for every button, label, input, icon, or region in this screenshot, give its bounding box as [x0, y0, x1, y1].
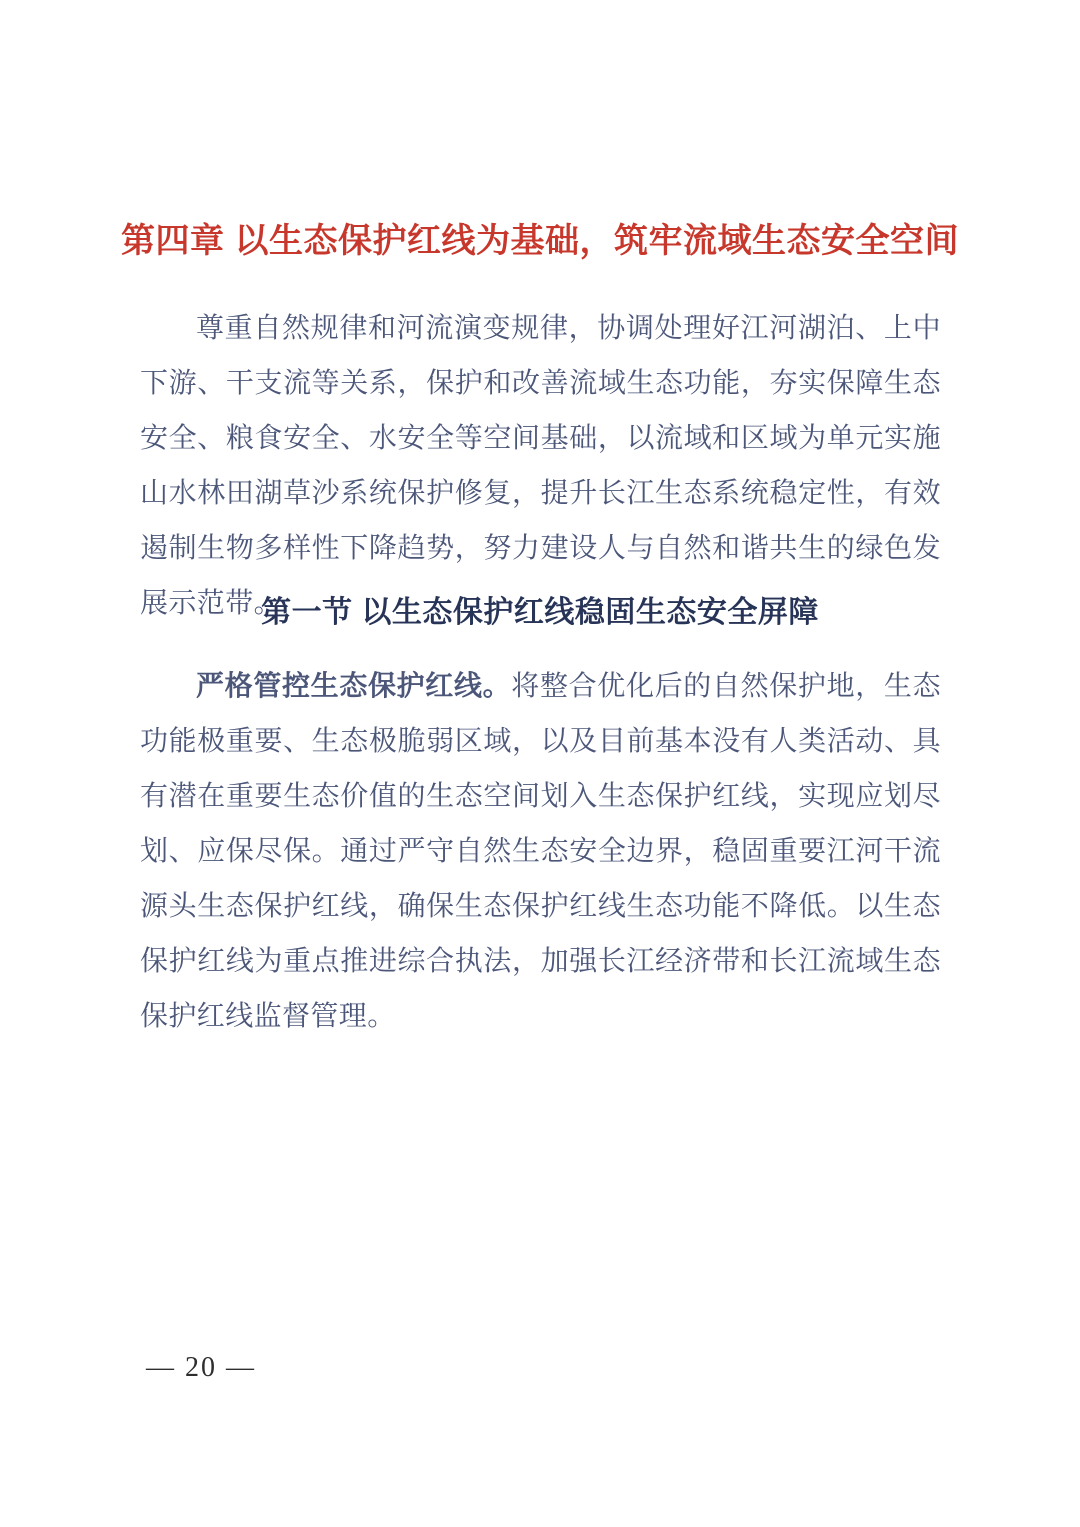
paragraph-section1 — [140, 659, 941, 1044]
section-heading: 第一节 以生态保护红线稳固生态安全屏障 — [261, 596, 819, 629]
paragraph-intro: 尊重自然规律和河流演变规律，协调处理好江河湖泊、上中下游、干支流等关系，保护和改善流域生态功能，夯实保障生态安全、粮食安全、水安全等空间基础，以流域和区域为单元实施山水林田湖草沙系统保护修复，提升长江生态系统稳定性，有效遏制生物多样性下降趋势，努力建设人与自然和谐共生的绿色发展示范带。 — [140, 313, 941, 619]
chapter-title: 第四章 以生态保护红线为基础，筑牢流域生态安全空间 — [121, 222, 959, 260]
paragraph-lead-bold: 严格管控生态保护红线。 — [196, 671, 512, 702]
paragraph-body-text: 将整合优化后的自然保护地，生态功能极重要、生态极脆弱区域，以及目前基本没有人类活动、具有潜在重要生态价值的生态空间划入生态保护红线，实现应划尽划、应保尽保。通过严守自然生态安全边界，稳固重要江河干流源头生态保护红线，确保生态保护红线生态功能不降低。以生态保护红线为重点推进综合执法，加强长江经济带和长江流域生态保护红线监督管理。 — [140, 671, 941, 1032]
page-number: — 20 — — [146, 1352, 256, 1383]
